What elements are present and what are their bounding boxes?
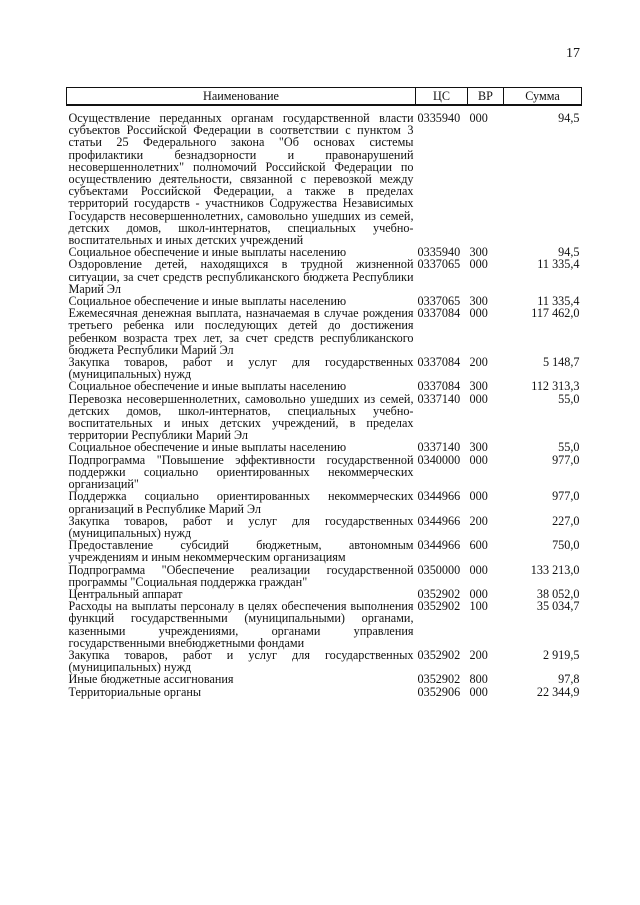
budget-table bbox=[66, 87, 582, 698]
row-cs: 0337140 bbox=[417, 391, 461, 406]
table-row bbox=[67, 649, 582, 673]
row-cs: 0335940 bbox=[417, 245, 461, 260]
row-vr: 000 bbox=[469, 684, 488, 699]
row-cs: 0337065 bbox=[417, 257, 461, 272]
row-name: Оздоровление детей, находящихся в трудной жизненной ситуации, за счет средств республиканского бюджета Республики Марий Эл bbox=[68, 257, 414, 296]
table-row bbox=[67, 539, 582, 563]
row-sum: 977,0 bbox=[552, 489, 580, 504]
row-cs: 0340000 bbox=[417, 452, 461, 467]
row-cs: 0344966 bbox=[417, 513, 461, 528]
row-sum: 94,5 bbox=[558, 111, 580, 125]
row-cs: 0337084 bbox=[417, 379, 461, 394]
row-cs: 0337084 bbox=[417, 355, 461, 370]
row-name: Закупка товаров, работ и услуг для государственных (муниципальных) нужд bbox=[68, 513, 414, 540]
row-sum: 977,0 bbox=[552, 452, 580, 467]
row-name: Подпрограмма "Обеспечение реализации государственной программы "Социальная поддержка граждан" bbox=[68, 562, 414, 589]
row-sum: 133 213,0 bbox=[530, 562, 580, 577]
row-sum: 750,0 bbox=[552, 538, 580, 553]
row-vr: 300 bbox=[469, 440, 488, 455]
row-name: Перевозка несовершеннолетних, самовольно ушедших из семей, детских домов, школ-интернатов, специальных учебно-воспитательных и иных детских учреждений, в пределах территории Республики Марий Эл bbox=[68, 391, 414, 443]
row-vr: 000 bbox=[469, 452, 488, 467]
row-cs: 0335940 bbox=[417, 111, 461, 125]
row-name: Территориальные органы bbox=[68, 684, 202, 699]
table-header-row bbox=[67, 88, 582, 106]
table-row bbox=[67, 356, 582, 380]
row-cs: 0337140 bbox=[417, 440, 461, 455]
table-row bbox=[67, 564, 582, 588]
row-name: Осуществление переданных органам государственной власти субъектов Российской Федерации в соответствии с пунктом 3 статьи 25 Федерального закона "Об основах системы профилактики безнадзорности и правонарушений несовершеннолетних" полномочий Российской Федерации по осуществлению деятельности, связанной с перевозкой между субъектами Российской Федерации, а также в пределах территорий государств - участников Содружества Независимых Государств несовершеннолетних, самовольно ушедших из семей, детских домов, школ-интернатов, специальных учебно-воспитательных и иных детских учреждений bbox=[68, 111, 414, 248]
row-sum: 227,0 bbox=[552, 513, 580, 528]
table-row bbox=[67, 258, 582, 295]
row-vr: 600 bbox=[469, 538, 488, 553]
row-vr: 000 bbox=[469, 306, 488, 321]
row-vr: 000 bbox=[469, 586, 488, 601]
row-name: Социальное обеспечение и иные выплаты населению bbox=[68, 379, 347, 394]
row-vr: 300 bbox=[469, 379, 488, 394]
row-name: Расходы на выплаты персоналу в целях обеспечения выполнения функций государственными (муниципальными) органами, казенными учреждениями, органами управления государственными внебюджетными фондами bbox=[68, 599, 414, 650]
table-row bbox=[67, 307, 582, 356]
row-sum: 55,0 bbox=[558, 391, 580, 406]
table-row bbox=[67, 515, 582, 539]
row-vr: 100 bbox=[469, 599, 488, 614]
row-sum: 2 919,5 bbox=[542, 647, 580, 662]
table-row bbox=[67, 441, 582, 453]
table-row bbox=[67, 600, 582, 649]
row-vr: 000 bbox=[469, 111, 488, 125]
row-sum: 94,5 bbox=[558, 245, 580, 260]
row-name: Предоставление субсидий бюджетным, автономным учреждениям и иным некоммерческим организациям bbox=[68, 538, 414, 565]
header-vr: ВР bbox=[468, 88, 504, 106]
row-name: Поддержка социально ориентированных некоммерческих организаций в Республике Марий Эл bbox=[68, 489, 414, 516]
row-vr: 300 bbox=[469, 294, 488, 309]
row-cs: 0337084 bbox=[417, 306, 461, 321]
row-sum: 117 462,0 bbox=[531, 306, 580, 321]
row-vr: 200 bbox=[469, 355, 488, 370]
row-sum: 35 034,7 bbox=[536, 599, 580, 614]
row-name: Подпрограмма "Повышение эффективности государственной поддержки социально ориентированных некоммерческих организаций" bbox=[68, 452, 414, 492]
row-name: Социальное обеспечение и иные выплаты населению bbox=[68, 440, 347, 455]
header-name: Наименование bbox=[67, 88, 416, 106]
row-vr: 200 bbox=[469, 513, 488, 528]
row-cs: 0352902 bbox=[417, 599, 461, 614]
row-vr: 200 bbox=[469, 647, 488, 662]
row-name: Социальное обеспечение и иные выплаты населению bbox=[68, 245, 347, 260]
row-cs: 0352906 bbox=[417, 684, 461, 699]
table-row bbox=[67, 380, 582, 392]
row-sum: 11 335,4 bbox=[537, 257, 580, 272]
row-cs: 0344966 bbox=[417, 489, 461, 504]
header-cs: ЦС bbox=[416, 88, 468, 106]
row-name: Закупка товаров, работ и услуг для государственных (муниципальных) нужд bbox=[68, 647, 414, 675]
row-sum: 11 335,4 bbox=[537, 294, 580, 309]
row-cs: 0337065 bbox=[417, 294, 461, 309]
row-name: Социальное обеспечение и иные выплаты населению bbox=[68, 294, 347, 309]
row-name: Иные бюджетные ассигнования bbox=[68, 672, 234, 687]
row-name: Ежемесячная денежная выплата, назначаемая в случае рождения третьего ребенка или последующих детей до достижения ребенком возраста трех лет, за счет средств республиканского бюджета Республики Марий Эл bbox=[68, 306, 414, 357]
row-sum: 97,8 bbox=[558, 672, 580, 687]
row-cs: 0344966 bbox=[417, 538, 461, 553]
row-sum: 55,0 bbox=[558, 440, 580, 455]
header-sum: Сумма bbox=[504, 88, 582, 106]
row-cs: 0352902 bbox=[417, 586, 461, 601]
row-sum: 5 148,7 bbox=[542, 355, 580, 370]
table-row bbox=[67, 490, 582, 514]
row-vr: 300 bbox=[469, 245, 488, 260]
row-sum: 38 052,0 bbox=[536, 586, 580, 601]
row-name: Центральный аппарат bbox=[68, 586, 183, 601]
row-vr: 000 bbox=[469, 257, 488, 272]
row-name: Закупка товаров, работ и услуг для государственных (муниципальных) нужд bbox=[68, 355, 414, 382]
row-cs: 0352902 bbox=[417, 672, 461, 687]
table-row bbox=[67, 454, 582, 491]
row-vr: 800 bbox=[469, 672, 488, 687]
table-row bbox=[67, 673, 582, 685]
row-cs: 0352902 bbox=[417, 647, 461, 662]
table-row bbox=[67, 105, 582, 246]
table-row bbox=[67, 393, 582, 442]
row-sum: 112 313,3 bbox=[531, 379, 580, 394]
row-cs: 0350000 bbox=[417, 562, 461, 577]
row-vr: 000 bbox=[469, 391, 488, 406]
row-vr: 000 bbox=[469, 489, 488, 504]
row-sum: 22 344,9 bbox=[536, 684, 580, 699]
table-row bbox=[67, 686, 582, 698]
row-vr: 000 bbox=[469, 562, 488, 577]
page-number: 17 bbox=[566, 46, 580, 61]
